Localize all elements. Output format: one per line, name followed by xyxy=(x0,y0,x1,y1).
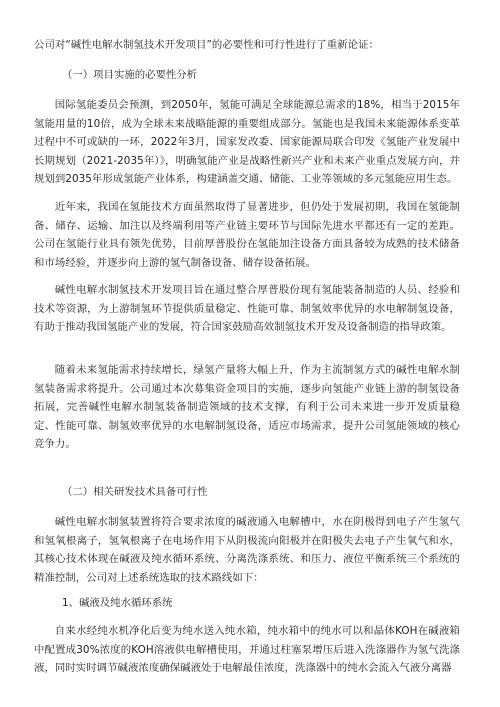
section-1-paragraph-2: 近年来，我国在氢能技术方面虽然取得了显著进步，但仍处于发展初期，我国在氢能制备、储存、运输、加注以及终端利用等产业链主要环节与国际先进水平都还有一定的差距。公司在氢能行业具有领先优势，目前厚普股份在氢能加注设备方面具备较为成熟的技术储备和市场经验，并逐步向上游的氢气制备设备、储存设备拓展。 xyxy=(34,201,460,269)
section-1-paragraph-1: 国际氢能委员会预测，到2050年，氢能可满足全球能源总需求的18%，相当于2015年氢能用量的10倍，成为全球未来战略能源的重要组成部分。氢能也是我国未来能源体系变革过程中不可或缺的一环，2022年3月，国家发改委、国家能源局联合印发《氢能产业发展中长期规划（2021-2035年）》，明确氢能产业是战略性新兴产业和未来产业重点发展方向，并规划到2035年形成氢能产业体系，构建涵盖交通、储能、工业等领域的多元氢能应用生态。 xyxy=(34,99,460,186)
subsection-paragraph: 自来水经纯水机净化后变为纯水送入纯水箱，纯水箱中的纯水可以和晶体KOH在碱液箱中配置成30%浓度的KOH溶液供电解槽使用，并通过柱塞泵增压后进入洗涤器作为氢气洗涤液，同时实时调节碱液浓度确保碱液处于电解最佳浓度，洗涤器中的纯水会流入气液分离器 xyxy=(34,625,460,675)
section-1-heading: （一）项目实施的必要性分析 xyxy=(62,69,198,81)
section-1-paragraph-4: 随着未来氢能需求持续增长，绿氢产量将大幅上升，作为主流制氢方式的碱性电解水制氢装备需求将提升。公司通过本次募集资金项目的实施，逐步向氢能产业链上游的制氢设备拓展，完善碱性电解水制氢装备制造领域的技术支撑，有利于公司未来进一步开发质量稳定、性能可靠、制氢效率优异的水电解制氢设备，适应市场需求，提升公司氢能领域的核心竞争力。 xyxy=(34,364,460,451)
section-1-paragraph-3: 碱性电解水制氢技术开发项目旨在通过整合厚普股份现有氢能装备制造的人员、经验和技术等资源，为上游制氢环节提供质量稳定、性能可靠、制氢效率优异的水电解制氢设备，有助于推动我国氢能产业的发展，符合国家鼓励高效制氢技术开发及设备制造的指导政策。 xyxy=(34,284,460,334)
intro-paragraph: 公司对“碱性电解水制氢技术开发项目”的必要性和可行性进行了重新论证： xyxy=(34,39,379,51)
subsection-heading: 1、碱液及纯水循环系统 xyxy=(62,597,173,609)
section-2-paragraph-1: 碱性电解水制氢装置将符合要求浓度的碱液通入电解槽中，水在阴极得到电子产生氢气和氢氧根离子，氢氧根离子在电场作用下从阴极流向阳极并在阳极失去电子产生氧气和水，其核心技术体现在碱液及纯水循环系统、分离洗涤系统、和压力、液位平衡系统三个系统的精准控制，公司对上述系统选取的技术路线如下： xyxy=(34,516,460,584)
section-2-heading: （二）相关研发技术具备可行性 xyxy=(62,486,208,498)
